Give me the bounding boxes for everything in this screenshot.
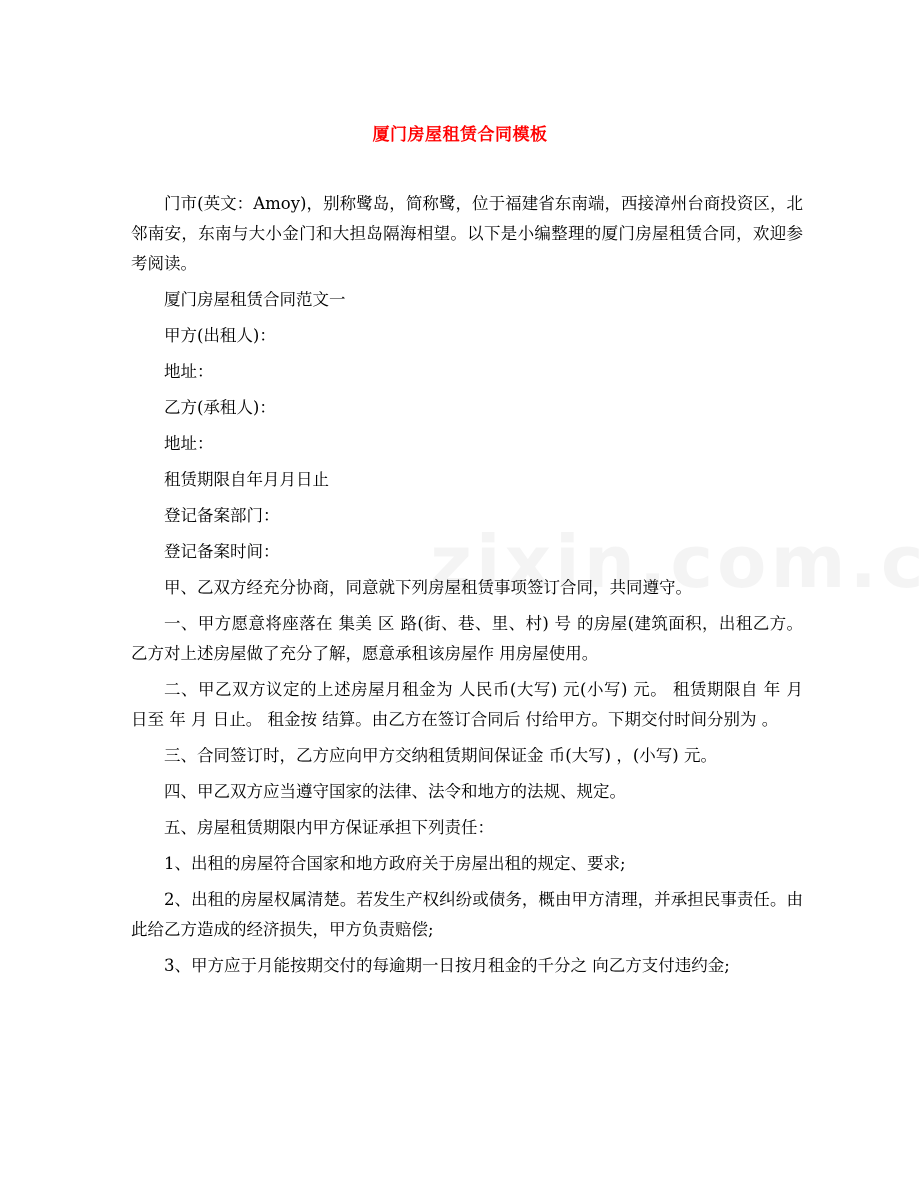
- paragraph-clause-5: 五、房屋租赁期限内甲方保证承担下列责任：: [164, 818, 494, 837]
- paragraph-lease-term: 租赁期限自年月月日止: [164, 470, 329, 489]
- paragraph-address-b: 地址：: [164, 434, 214, 453]
- paragraph-address-a: 地址：: [164, 362, 214, 381]
- paragraph-item-2: 2、出租的房屋权属清楚。若发生产权纠纷或债务，概由甲方清理，并承担民事责任。由此给乙方造成的经济损失，甲方负责赔偿;: [131, 890, 803, 939]
- paragraph-party-a: 甲方(出租人)：: [164, 326, 276, 345]
- paragraph-registration-time: 登记备案时间：: [164, 542, 280, 561]
- document-body: [131, 189, 803, 987]
- paragraph-clause-1: 一、甲方愿意将座落在 集美 区 路(街、巷、里、村) 号 的房屋(建筑面积，出租乙方。乙方对上述房屋做了充分了解，愿意承租该房屋作 用房屋使用。: [131, 614, 803, 663]
- paragraph-item-3: 3、甲方应于月能按期交付的每逾期一日按月租金的千分之 向乙方支付违约金;: [164, 956, 730, 975]
- document-title: 厦门房屋租赁合同模板: [372, 125, 548, 145]
- paragraph-agreement: 甲、乙双方经充分协商，同意就下列房屋租赁事项签订合同，共同遵守。: [164, 578, 692, 597]
- intro-paragraph: 门市(英文：Amoy)，别称鹭岛，简称鹭，位于福建省东南端，西接漳州台商投资区，北邻南安，东南与大小金门和大担岛隔海相望。以下是小编整理的厦门房屋租赁合同，欢迎参考阅读。: [131, 194, 803, 273]
- paragraph-sample-heading: 厦门房屋租赁合同范文一: [164, 290, 346, 309]
- paragraph-clause-3: 三、合同签订时，乙方应向甲方交纳租赁期间保证金 币(大写) ，(小写) 元。: [164, 746, 717, 765]
- paragraph-party-b: 乙方(承租人)：: [164, 398, 276, 417]
- paragraph-registration-dept: 登记备案部门：: [164, 506, 280, 525]
- paragraph-clause-2: 二、甲乙双方议定的上述房屋月租金为 人民币(大写) 元(小写) 元。 租赁期限自 年 月 日至 年 月 日止。 租金按 结算。由乙方在签订合同后 付给甲方。下期交付时间分别为 。: [131, 680, 803, 729]
- paragraph-clause-4: 四、甲乙双方应当遵守国家的法律、法令和地方的法规、规定。: [164, 782, 626, 801]
- paragraph-item-1: 1、出租的房屋符合国家和地方政府关于房屋出租的规定、要求;: [164, 854, 626, 873]
